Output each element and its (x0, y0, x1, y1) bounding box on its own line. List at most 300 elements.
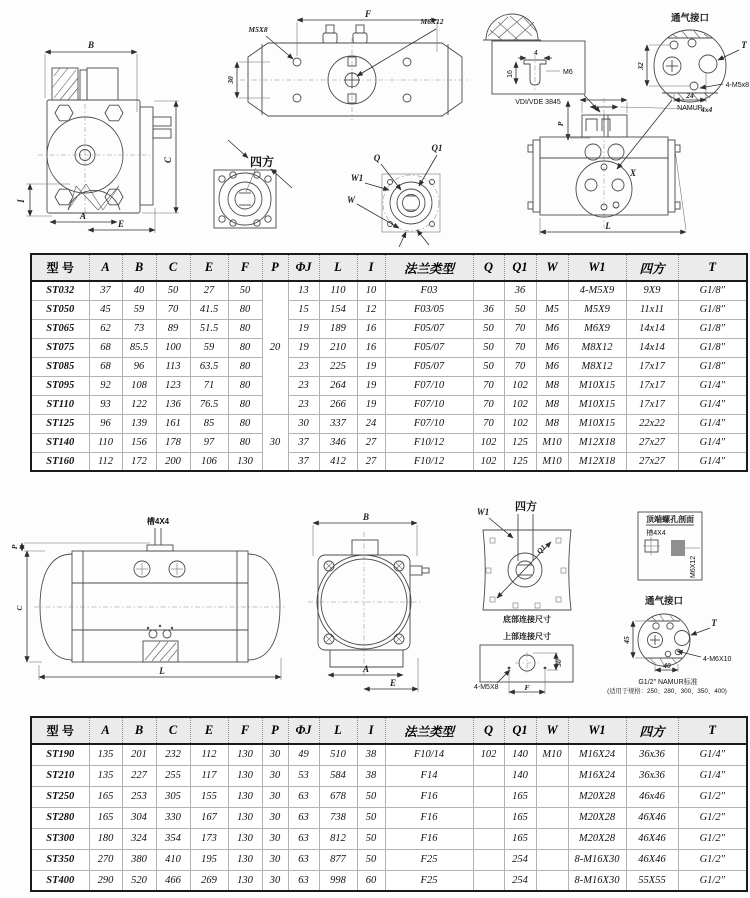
table-cell: ST125 (31, 414, 89, 433)
table-cell: 70 (504, 357, 536, 376)
table-cell (473, 870, 504, 891)
table-cell: 38 (357, 765, 385, 786)
applicable-sizes-caption: (适用于规格：250、280、300、350、400) (607, 688, 727, 695)
column-header: 四方 (626, 717, 678, 744)
table-cell: ST032 (31, 281, 89, 300)
column-header: Q (473, 717, 504, 744)
table-cell: F14 (385, 765, 473, 786)
table-cell: G1/4″ (678, 765, 747, 786)
table-cell: 172 (122, 452, 156, 471)
table-cell: 50 (357, 828, 385, 849)
table-cell: 50 (228, 281, 262, 300)
table-cell: 410 (156, 849, 190, 870)
table-cell: 40 (122, 281, 156, 300)
table-cell: 140 (504, 744, 536, 765)
table-cell: M16X24 (568, 765, 626, 786)
dim-label-e: E (117, 219, 125, 229)
column-header: E (190, 254, 228, 281)
dim-label-b: B (362, 512, 370, 522)
table-cell: 520 (122, 870, 156, 891)
table-cell: 50 (473, 338, 504, 357)
table-cell: 380 (122, 849, 156, 870)
table-cell: G1/4″ (678, 433, 747, 452)
table-cell: F07/10 (385, 376, 473, 395)
table-cell: 63 (288, 828, 319, 849)
dim-label-a: A (79, 211, 87, 221)
dim-label-p: P (556, 121, 565, 127)
square-drive-label: 四方 (250, 155, 275, 169)
table-cell: 80 (228, 319, 262, 338)
table-cell: 80 (228, 357, 262, 376)
table-cell: M8 (536, 414, 568, 433)
table-cell: 22x22 (626, 414, 678, 433)
table-cell: 49 (288, 744, 319, 765)
table-cell: ST085 (31, 357, 89, 376)
table-cell: 264 (319, 376, 357, 395)
table-cell: M20X28 (568, 807, 626, 828)
table-cell: 27x27 (626, 452, 678, 471)
table-cell: 23 (288, 376, 319, 395)
table-cell: 62 (89, 319, 122, 338)
table-cell (536, 849, 568, 870)
slot-label: 槽4X4 (646, 530, 666, 537)
dim-label-l: L (159, 666, 165, 676)
column-header: W1 (568, 717, 626, 744)
table-cell: 225 (319, 357, 357, 376)
table-cell: 71 (190, 376, 228, 395)
table-cell: 738 (319, 807, 357, 828)
thread-label-m6x12: M6X12 (420, 17, 444, 26)
table-cell: 180 (89, 828, 122, 849)
table-cell: 68 (89, 357, 122, 376)
table-row (31, 338, 747, 357)
table-cell: 30 (262, 828, 288, 849)
table-cell: 27 (357, 452, 385, 471)
dim-label-f: F (364, 9, 372, 19)
column-header: L (319, 717, 357, 744)
dim-label-e: E (389, 678, 397, 688)
table-cell: 130 (228, 786, 262, 807)
thread-label-4-m5x8: 4-M5X8 (474, 684, 499, 691)
square-drive-flange-drawing (214, 140, 292, 228)
table-cell: M6X9 (568, 319, 626, 338)
table-cell: 232 (156, 744, 190, 765)
dim-label-16: 16 (507, 70, 514, 78)
table-row (31, 395, 747, 414)
column-header: 型 号 (31, 254, 89, 281)
top-connection-caption: 上部连接尺寸 (503, 632, 551, 641)
table-row (31, 376, 747, 395)
table-row (31, 319, 747, 338)
table-cell: 112 (190, 744, 228, 765)
dim-label-30: 30 (226, 76, 235, 84)
column-header: Q1 (504, 254, 536, 281)
table-cell: F25 (385, 870, 473, 891)
slot-label: 槽4X4 (146, 517, 170, 526)
column-header: ΦJ (288, 717, 319, 744)
table-cell: 113 (156, 357, 190, 376)
table-cell: 9X9 (626, 281, 678, 300)
table-cell: 304 (122, 807, 156, 828)
table-cell: M20X28 (568, 828, 626, 849)
table-cell: 130 (228, 828, 262, 849)
output-flange-drawing (347, 143, 443, 247)
table-cell: ST400 (31, 870, 89, 891)
table-cell: 346 (319, 433, 357, 452)
dim-label-q1: Q1 (534, 542, 548, 556)
table-cell: 15 (288, 300, 319, 319)
connection-dimensions-drawing (474, 499, 573, 694)
table-cell: 17x17 (626, 395, 678, 414)
end-view-drawing (308, 512, 429, 692)
table-cell: G1/8″ (678, 319, 747, 338)
table-cell: 96 (122, 357, 156, 376)
table-cell: M12X18 (568, 433, 626, 452)
table-cell: ST110 (31, 395, 89, 414)
table-cell: G1/2″ (678, 849, 747, 870)
column-header: T (678, 254, 747, 281)
table-cell: 161 (156, 414, 190, 433)
table-cell: 135 (89, 744, 122, 765)
table-cell: 227 (122, 765, 156, 786)
table-cell: 12 (357, 300, 385, 319)
table-cell: 70 (156, 300, 190, 319)
column-header: L (319, 254, 357, 281)
table-cell: 85.5 (122, 338, 156, 357)
table-cell: 50 (357, 786, 385, 807)
table-cell: 80 (228, 338, 262, 357)
table-cell (536, 765, 568, 786)
table-cell: 130 (228, 807, 262, 828)
table-cell: 20 (262, 281, 288, 414)
table-cell: 136 (156, 395, 190, 414)
table-cell: 154 (319, 300, 357, 319)
table-cell: 27 (357, 433, 385, 452)
table-cell: 63 (288, 786, 319, 807)
table-cell: 70 (504, 319, 536, 338)
table-row (31, 828, 747, 849)
column-header: ΦJ (288, 254, 319, 281)
table-cell: 110 (89, 433, 122, 452)
table-cell: 60 (357, 870, 385, 891)
table-cell: 37 (288, 452, 319, 471)
table-cell (536, 786, 568, 807)
table-cell: G1/4″ (678, 452, 747, 471)
table-row (31, 433, 747, 452)
table-cell: M6 (536, 338, 568, 357)
table-cell: M10 (536, 433, 568, 452)
namur-standard-caption: G1/2″ NAMUR标准 (638, 679, 698, 686)
bottom-connection-caption: 底部连接尺寸 (503, 615, 551, 624)
table-cell: 130 (228, 452, 262, 471)
dim-label-a: A (362, 664, 370, 674)
table-row (31, 807, 747, 828)
table-cell: F05/07 (385, 357, 473, 376)
table-cell: 37 (89, 281, 122, 300)
table-row (31, 414, 747, 433)
table-cell: 30 (262, 849, 288, 870)
table-cell: F03 (385, 281, 473, 300)
table-row (31, 357, 747, 376)
thread-label-4-m5x8: 4-M5x8 (725, 82, 749, 89)
table-cell: 135 (89, 765, 122, 786)
table-cell: 46X46 (626, 807, 678, 828)
table-cell: G1/2″ (678, 828, 747, 849)
table-row (31, 786, 747, 807)
table-cell: 89 (156, 319, 190, 338)
top-thread-section-and-air-port-drawing (607, 512, 731, 695)
table-cell: G1/4″ (678, 414, 747, 433)
table-cell: ST350 (31, 849, 89, 870)
table-cell: 255 (156, 765, 190, 786)
table-cell: 97 (190, 433, 228, 452)
table-cell: ST095 (31, 376, 89, 395)
table-cell: 46X46 (626, 849, 678, 870)
thread-label-m6: M6 (563, 69, 573, 76)
column-header: T (678, 717, 747, 744)
table-cell: 354 (156, 828, 190, 849)
dim-label-30: 30 (554, 659, 563, 667)
column-header: Q (473, 254, 504, 281)
table-cell: 92 (89, 376, 122, 395)
table-cell: G1/8″ (678, 300, 747, 319)
table-cell: F07/10 (385, 414, 473, 433)
table-cell: G1/8″ (678, 281, 747, 300)
dim-label-24: 24 (686, 91, 694, 100)
table-cell: 55X55 (626, 870, 678, 891)
table-cell: 155 (190, 786, 228, 807)
table-cell: 165 (504, 828, 536, 849)
table-cell (473, 786, 504, 807)
table-cell (536, 807, 568, 828)
table-cell: 19 (288, 319, 319, 338)
table-cell: 510 (319, 744, 357, 765)
table-cell: M8X12 (568, 338, 626, 357)
column-header: A (89, 254, 122, 281)
table-cell: M6 (536, 357, 568, 376)
table-cell: M10X15 (568, 414, 626, 433)
table-cell: 80 (228, 414, 262, 433)
table-cell: 173 (190, 828, 228, 849)
table-cell: 63 (288, 870, 319, 891)
table-cell: 412 (319, 452, 357, 471)
table-row (31, 765, 747, 786)
table-cell: 96 (89, 414, 122, 433)
table-cell: 46X46 (626, 828, 678, 849)
table-cell: 36x36 (626, 765, 678, 786)
dim-label-l: L (605, 221, 611, 231)
table-cell: 59 (190, 338, 228, 357)
table-cell: 50 (473, 357, 504, 376)
table-cell: 80 (228, 300, 262, 319)
table-cell: 4-M5X9 (568, 281, 626, 300)
dim-label-q1: Q1 (431, 143, 443, 153)
table-cell: 8-M16X30 (568, 849, 626, 870)
table-cell: 27 (190, 281, 228, 300)
column-header: B (122, 254, 156, 281)
table-cell: 51.5 (190, 319, 228, 338)
table-cell: 19 (357, 376, 385, 395)
table-cell: G1/2″ (678, 870, 747, 891)
table-cell: 130 (228, 849, 262, 870)
dim-label-c: C (15, 605, 24, 611)
dimension-table-large-models (30, 716, 748, 892)
table-cell: M8 (536, 376, 568, 395)
table-cell: M5 (536, 300, 568, 319)
table-cell: 70 (473, 395, 504, 414)
table-row (31, 281, 747, 300)
table-cell: 68 (89, 338, 122, 357)
table-row (31, 300, 747, 319)
table-cell: 30 (262, 765, 288, 786)
table-cell: 106 (190, 452, 228, 471)
table-cell (536, 870, 568, 891)
table-cell: ST075 (31, 338, 89, 357)
table-cell: 16 (357, 319, 385, 338)
table-cell: F10/12 (385, 433, 473, 452)
table-cell: 80 (228, 376, 262, 395)
table-cell (473, 807, 504, 828)
table-cell: 290 (89, 870, 122, 891)
table-cell: 167 (190, 807, 228, 828)
table-cell: 130 (228, 870, 262, 891)
table-cell: ST210 (31, 765, 89, 786)
column-header: Q1 (504, 717, 536, 744)
air-port-title: 通气接口 (670, 13, 710, 24)
table-cell: G1/2″ (678, 807, 747, 828)
table-cell: 102 (504, 395, 536, 414)
table-cell: 50 (357, 849, 385, 870)
table-cell: 110 (319, 281, 357, 300)
table-cell: 13 (288, 281, 319, 300)
table-cell: 19 (357, 357, 385, 376)
table-cell: M5X9 (568, 300, 626, 319)
table-cell: F05/07 (385, 338, 473, 357)
table-cell: 125 (504, 452, 536, 471)
table-cell: G1/2″ (678, 786, 747, 807)
table-cell: 266 (319, 395, 357, 414)
table-cell: 19 (357, 395, 385, 414)
table-cell: 165 (89, 786, 122, 807)
table-cell: 17x17 (626, 376, 678, 395)
table-cell: M8 (536, 395, 568, 414)
column-header: P (262, 717, 288, 744)
table-cell: 19 (288, 338, 319, 357)
table-cell: 165 (504, 807, 536, 828)
table-cell: 117 (190, 765, 228, 786)
top-thread-section-title: 顶端螺孔剖面 (646, 515, 694, 524)
dim-label-w: W (346, 195, 356, 205)
table-cell: 41.5 (190, 300, 228, 319)
dim-label-40: 40 (663, 661, 671, 670)
table-cell: 130 (228, 744, 262, 765)
table-cell: 195 (190, 849, 228, 870)
table-cell: 70 (473, 414, 504, 433)
table-cell: 139 (122, 414, 156, 433)
column-header: W (536, 717, 568, 744)
table-cell: 30 (288, 414, 319, 433)
table-cell: 73 (122, 319, 156, 338)
table-cell: 201 (122, 744, 156, 765)
table-cell: M10X15 (568, 376, 626, 395)
port-label-t: T (741, 40, 747, 50)
table-cell: G1/8″ (678, 357, 747, 376)
table-cell: ST300 (31, 828, 89, 849)
table-cell (473, 765, 504, 786)
table-row (31, 452, 747, 471)
table-cell: 38 (357, 744, 385, 765)
dim-label-4x4: 4x4 (701, 105, 713, 114)
table-cell: 269 (190, 870, 228, 891)
dim-label-b: B (87, 40, 95, 50)
table-cell: F10/12 (385, 452, 473, 471)
table-cell: 63 (288, 807, 319, 828)
table-cell: 46x46 (626, 786, 678, 807)
table-cell: 584 (319, 765, 357, 786)
table-cell: ST160 (31, 452, 89, 471)
top-view-drawing (226, 9, 470, 120)
table-cell: 125 (504, 433, 536, 452)
table-cell: M10 (536, 744, 568, 765)
table-cell: ST280 (31, 807, 89, 828)
table-cell: 16 (357, 338, 385, 357)
dim-label-w1: W1 (476, 507, 490, 517)
thread-label-m5x8: M5X8 (248, 25, 268, 34)
table-cell: 102 (504, 376, 536, 395)
table-cell: G1/4″ (678, 744, 747, 765)
table-cell: M10 (536, 452, 568, 471)
table-cell: 200 (156, 452, 190, 471)
table-cell: 76.5 (190, 395, 228, 414)
table-cell: F16 (385, 807, 473, 828)
table-cell: 305 (156, 786, 190, 807)
cylinder-side-view-drawing (10, 516, 286, 680)
column-header: I (357, 717, 385, 744)
column-header: C (156, 717, 190, 744)
table-cell: 17x17 (626, 357, 678, 376)
table-cell: 30 (262, 870, 288, 891)
dim-label-p: P (10, 544, 19, 550)
dim-label-w1: W1 (350, 173, 364, 183)
table-cell: 102 (473, 744, 504, 765)
square-drive-label: 四方 (515, 501, 537, 513)
table-cell: ST190 (31, 744, 89, 765)
thread-label-m6x12: M6X12 (690, 555, 697, 578)
vdi-vde-3845-detail-drawing (483, 14, 600, 112)
table-cell: ST140 (31, 433, 89, 452)
column-header: 法兰类型 (385, 717, 473, 744)
table-cell: 156 (122, 433, 156, 452)
table-cell: F25 (385, 849, 473, 870)
table-cell: 253 (122, 786, 156, 807)
table-cell: 254 (504, 849, 536, 870)
table-cell: M10X15 (568, 395, 626, 414)
thread-label-4-m6x10: 4-M6X10 (703, 656, 732, 663)
table-cell: 30 (262, 786, 288, 807)
table-cell (536, 281, 568, 300)
column-header: W (536, 254, 568, 281)
table-cell: M8X12 (568, 357, 626, 376)
table-cell: 877 (319, 849, 357, 870)
table-cell: M16X24 (568, 744, 626, 765)
table-cell: 14x14 (626, 338, 678, 357)
front-view-drawing (16, 40, 179, 233)
table-row (31, 744, 747, 765)
standard-caption: VDI/VDE 3845 (515, 99, 561, 106)
table-cell: 50 (473, 319, 504, 338)
column-header: A (89, 717, 122, 744)
drawings-top-section (0, 0, 750, 252)
